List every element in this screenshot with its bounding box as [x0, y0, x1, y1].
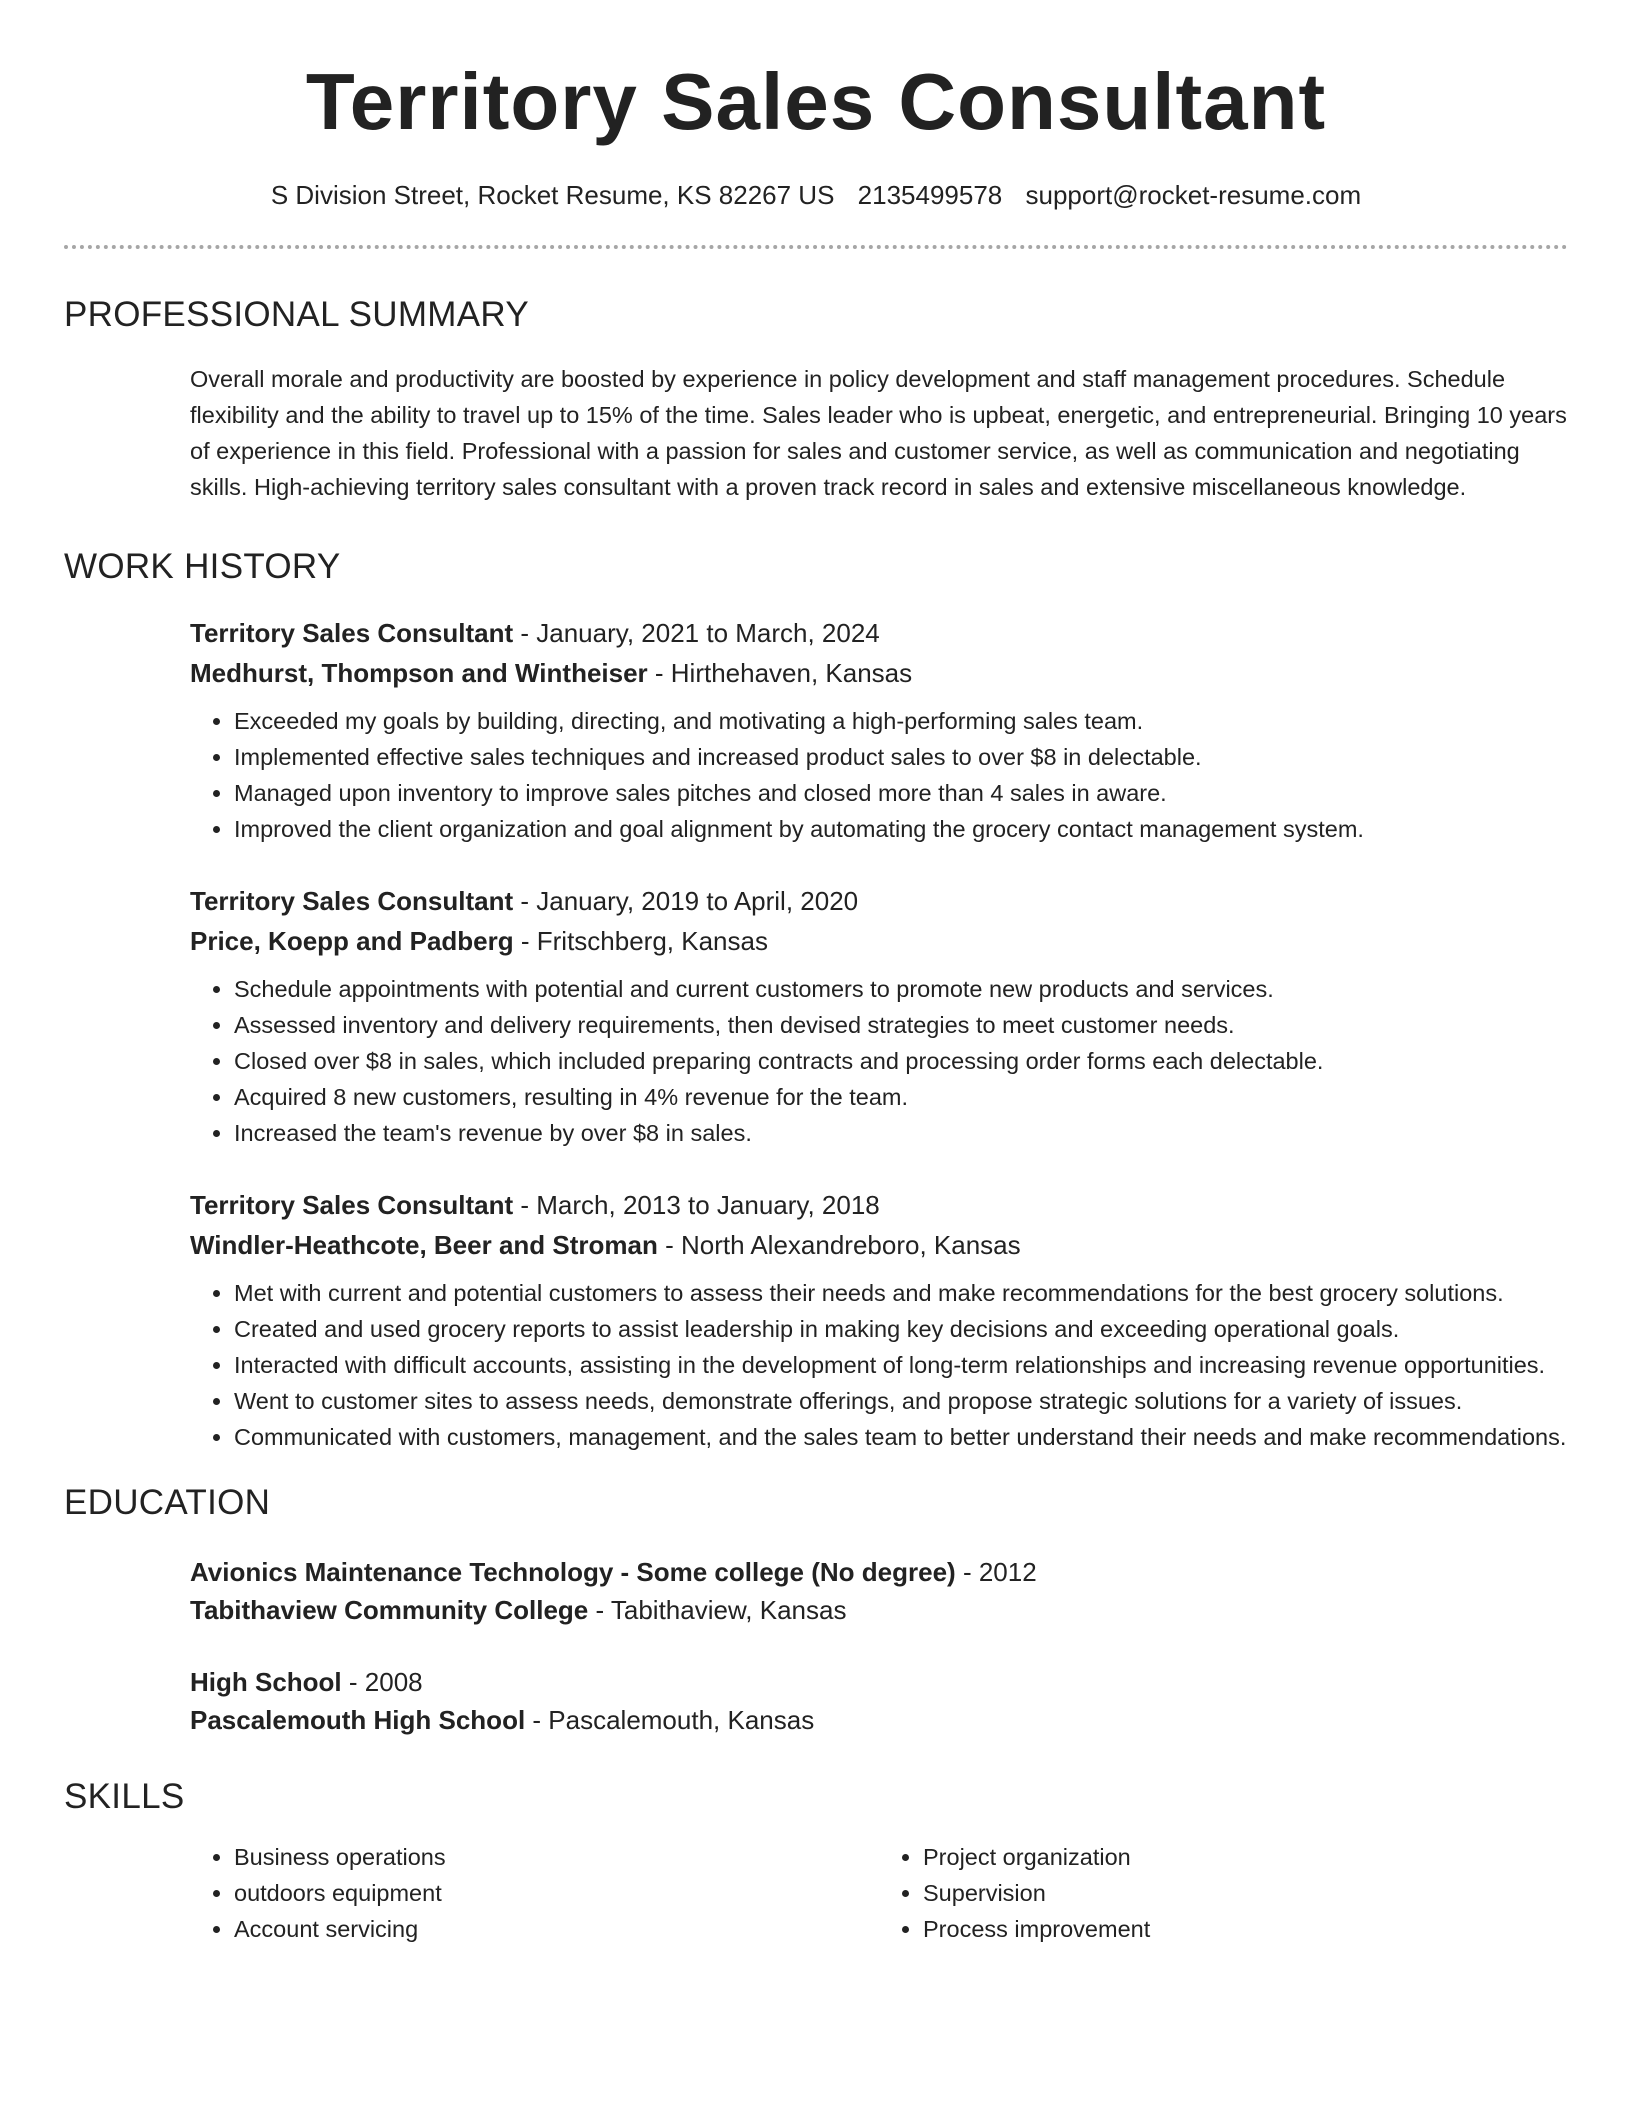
job-company-line [190, 1225, 1568, 1265]
job-company-line [190, 921, 1568, 961]
job-bullets [190, 971, 1568, 1151]
skill-item: • outdoors equipment [234, 1875, 879, 1911]
job-bullets [190, 1275, 1568, 1455]
education-school: Tabithaview Community College [190, 1595, 589, 1625]
resume-title: Territory Sales Consultant [305, 57, 1327, 146]
education-degree: Avionics Maintenance Technology - Some college (No degree) [190, 1557, 956, 1587]
education-degree-line [190, 1553, 1568, 1591]
skill-item: • Account servicing [234, 1911, 879, 1947]
job-location: - North Alexandreboro, Kansas [657, 1230, 1021, 1260]
job-bullet: • Met with current and potential customers to assess their needs and make recommendations for the best grocery solutions. [234, 1275, 1568, 1311]
education-year: - 2008 [341, 1667, 423, 1697]
job-entry [190, 613, 1568, 847]
job-dates: - January, 2021 to March, 2024 [513, 618, 880, 648]
job-title-line [190, 613, 1568, 653]
header-divider [64, 245, 1568, 249]
education-year: - 2012 [955, 1557, 1037, 1587]
skills-column-left [190, 1839, 879, 1947]
contact-address: S Division Street, Rocket Resume, KS 82267 US [270, 180, 835, 210]
job-title-line [190, 1185, 1568, 1225]
job-bullet: • Acquired 8 new customers, resulting in 4% revenue for the team. [234, 1079, 1568, 1115]
job-bullets [190, 703, 1568, 847]
contact-email: support@rocket-resume.com [1025, 180, 1362, 210]
job-bullet: • Schedule appointments with potential and current customers to promote new products and services. [234, 971, 1568, 1007]
education-section [64, 1483, 1568, 1739]
skills-column-right [879, 1839, 1568, 1947]
contact-phone: 2135499578 [857, 180, 1003, 210]
skill-item: • Project organization [923, 1839, 1568, 1875]
job-title: Territory Sales Consultant [190, 886, 514, 916]
job-bullet: • Managed upon inventory to improve sales pitches and closed more than 4 sales in aware. [234, 775, 1568, 811]
job-title-line [190, 881, 1568, 921]
skills-grid [190, 1839, 1568, 1947]
work-history-section [64, 547, 1568, 1455]
summary-heading: PROFESSIONAL SUMMARY [64, 295, 529, 334]
summary-text: Overall morale and productivity are boosted by experience in policy development and staff management procedures. Schedule flexibility and the ability to travel up to 15% of the time. Sales leader who is upbeat, energetic, and entrepreneurial. Bringing 10 years of experience in this field. Professional with a passion for sales and customer service, as well as communication and negotiating skills. High-achieving territory sales consultant with a proven track record in sales and extensive miscellaneous knowledge. [190, 366, 1567, 500]
job-company: Price, Koepp and Padberg [190, 926, 514, 956]
education-location: - Tabithaview, Kansas [588, 1595, 847, 1625]
contact-line [64, 180, 1568, 211]
education-school: Pascalemouth High School [190, 1705, 526, 1735]
job-bullet: • Implemented effective sales techniques and increased product sales to over $8 in delectable. [234, 739, 1568, 775]
job-bullet: • Increased the team's revenue by over $8 in sales. [234, 1115, 1568, 1151]
job-dates: - March, 2013 to January, 2018 [513, 1190, 880, 1220]
job-title: Territory Sales Consultant [190, 618, 514, 648]
skills-section [64, 1777, 1568, 1947]
job-title: Territory Sales Consultant [190, 1190, 514, 1220]
job-bullet: • Created and used grocery reports to assist leadership in making key decisions and exceeding operational goals. [234, 1311, 1568, 1347]
job-bullet: • Went to customer sites to assess needs, demonstrate offerings, and propose strategic solutions for a variety of issues. [234, 1383, 1568, 1419]
job-entry [190, 881, 1568, 1151]
job-bullet: • Interacted with difficult accounts, assisting in the development of long-term relationships and increasing revenue opportunities. [234, 1347, 1568, 1383]
education-heading: EDUCATION [64, 1483, 271, 1522]
skill-item: • Process improvement [923, 1911, 1568, 1947]
job-location: - Fritschberg, Kansas [513, 926, 768, 956]
education-degree: High School [190, 1667, 342, 1697]
skills-heading: SKILLS [64, 1777, 185, 1816]
skill-item: • Business operations [234, 1839, 879, 1875]
education-entry [190, 1663, 1568, 1739]
job-bullet: • Exceeded my goals by building, directing, and motivating a high-performing sales team. [234, 703, 1568, 739]
education-school-line [190, 1591, 1568, 1629]
job-company: Windler-Heathcote, Beer and Stroman [190, 1230, 658, 1260]
job-bullet: • Communicated with customers, management, and the sales team to better understand their needs and make recommendations. [234, 1419, 1568, 1455]
education-location: - Pascalemouth, Kansas [525, 1705, 815, 1735]
skill-item: • Supervision [923, 1875, 1568, 1911]
education-degree-line [190, 1663, 1568, 1701]
job-bullet: • Assessed inventory and delivery requirements, then devised strategies to meet customer needs. [234, 1007, 1568, 1043]
work-history-heading: WORK HISTORY [64, 547, 341, 586]
education-school-line [190, 1701, 1568, 1739]
summary-section [64, 295, 1568, 505]
job-location: - Hirthehaven, Kansas [647, 658, 913, 688]
job-dates: - January, 2019 to April, 2020 [513, 886, 859, 916]
job-bullet: • Improved the client organization and goal alignment by automating the grocery contact management system. [234, 811, 1568, 847]
job-bullet: • Closed over $8 in sales, which included preparing contracts and processing order forms each delectable. [234, 1043, 1568, 1079]
education-entry [190, 1553, 1568, 1629]
job-company-line [190, 653, 1568, 693]
job-entry [190, 1185, 1568, 1455]
job-company: Medhurst, Thompson and Wintheiser [190, 658, 648, 688]
